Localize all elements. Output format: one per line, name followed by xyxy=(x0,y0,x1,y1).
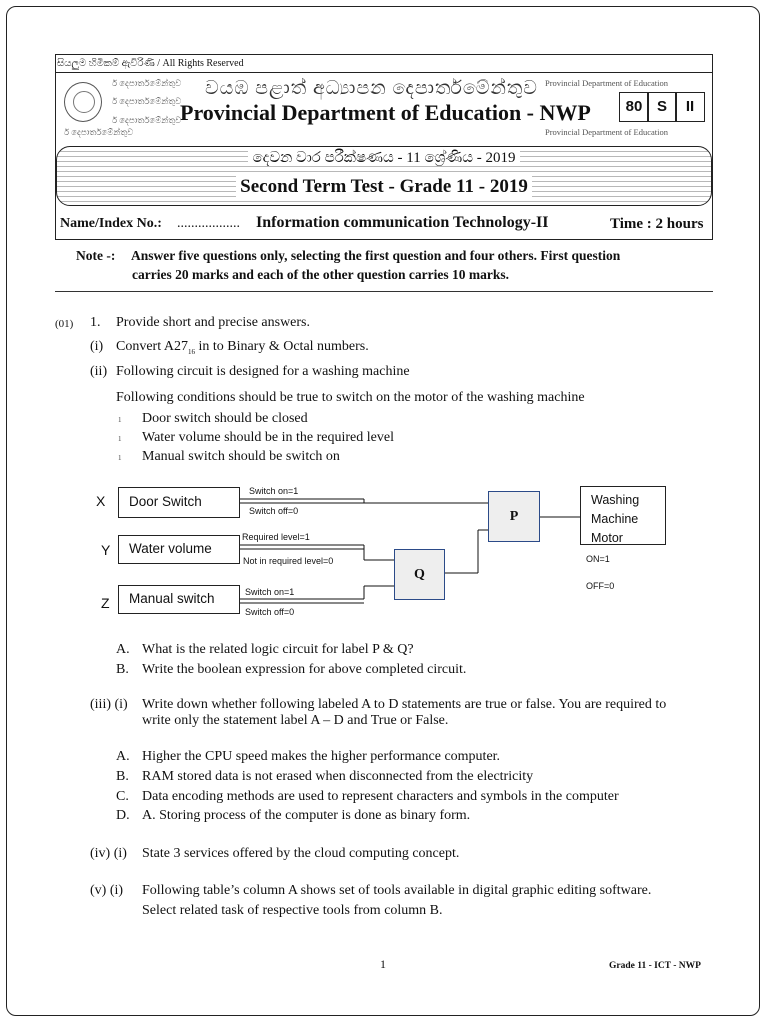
bullet-icon: 1 xyxy=(118,416,122,424)
dept-title-si: වයඹ පළාත් අධ්‍යාපන දෙපාර්තමේන්තුව xyxy=(205,78,538,99)
q1-i-text: Convert $A27_{16}$ in to Binary & Octal numbers. xyxy=(116,339,369,356)
bullet-icon: 1 xyxy=(118,454,122,462)
iii-text-1: Write down whether following labeled A to D statements are true or false. You are required to xyxy=(142,697,667,712)
motor-line-2: Machine xyxy=(591,512,639,526)
condition-item: Door switch should be closed xyxy=(142,411,308,426)
door-off-label: Switch off=0 xyxy=(249,506,299,516)
door-on-label: Switch on=1 xyxy=(249,486,299,496)
label-x: X xyxy=(96,493,106,509)
faint-line-si: ර් දෙපාර්තමේන්තුව xyxy=(112,78,182,88)
statement-text: RAM stored data is not erased when disconnected from the electricity xyxy=(142,769,534,784)
q1-intro: Provide short and precise answers. xyxy=(116,315,311,330)
iv-text: State 3 services offered by the cloud computing concept. xyxy=(142,846,460,861)
label-y: Y xyxy=(101,542,111,558)
manual-switch-box: Manual switch xyxy=(118,585,240,614)
faint-line-en: Provincial Department of Education xyxy=(545,78,668,88)
note-line-1: Answer five questions only, selecting the first question and four others. First question xyxy=(131,248,621,263)
faint-line-si: ර් දෙපාර්තමේන්තුව xyxy=(64,127,134,137)
q1-ii-label: (ii) xyxy=(90,364,108,379)
footer-label: Grade 11 - ICT - NWP xyxy=(609,961,701,971)
q1-ii-text: Following circuit is designed for a washing machine xyxy=(116,364,410,379)
bullet-icon: 1 xyxy=(118,435,122,443)
off-label: OFF=0 xyxy=(586,581,615,591)
test-title-en: Second Term Test - Grade 11 - 2019 xyxy=(0,176,768,198)
page-number: 1 xyxy=(380,957,386,971)
rights-text: සියලුම හිමිකම් ඇවිරිණි / All Rights Reserved xyxy=(57,58,244,69)
water-required-label: Required level=1 xyxy=(242,532,310,542)
motor-line-3: Motor xyxy=(591,531,623,545)
water-not-required-label: Not in required level=0 xyxy=(243,556,334,566)
v-label: (v) (i) xyxy=(90,883,124,898)
faint-line-si: ර් දෙපාර්තමේන්තුව xyxy=(112,96,182,106)
test-title-si: දෙවන වාර පරීක්ෂණය - 11 ශ්‍රේණිය - 2019 xyxy=(0,149,768,167)
v-text-1: Following table’s column A shows set of tools available in digital graphic editing software. xyxy=(142,883,652,898)
statement-label: C. xyxy=(116,789,129,804)
ii-q-label: B. xyxy=(116,662,129,677)
ii-q-text: Write the boolean expression for above completed circuit. xyxy=(142,662,467,677)
name-label: Name/Index No.: xyxy=(60,216,162,231)
code-box-2: S xyxy=(647,92,677,122)
statement-label: A. xyxy=(116,749,130,764)
condition-item: Water volume should be in the required level xyxy=(142,430,394,445)
motor-line-1: Washing xyxy=(591,493,640,507)
code-box-1: 80 xyxy=(619,92,649,122)
washing-motor-box xyxy=(580,486,666,545)
on-label: ON=1 xyxy=(586,554,610,564)
conditions-intro: Following conditions should be true to switch on the motor of the washing machine xyxy=(116,390,585,405)
gate-p: P xyxy=(488,491,540,542)
subject-title: Information communication Technology-II xyxy=(256,214,549,231)
faint-line-si: ර් දෙපාර්තමේන්තුව xyxy=(112,115,182,125)
note-line-2: carries 20 marks and each of the other question carries 10 marks. xyxy=(132,267,509,282)
statement-text: A. Storing process of the computer is done as binary form. xyxy=(142,808,471,823)
ii-q-text: What is the related logic circuit for label P & Q? xyxy=(142,642,414,657)
q1-intro-num: 1. xyxy=(90,315,101,330)
faint-line-en: Provincial Department of Education xyxy=(545,127,668,137)
statement-label: D. xyxy=(116,808,130,823)
iii-text-2: write only the statement label A – D and True or False. xyxy=(142,713,449,728)
time-label: Time : 2 hours xyxy=(610,216,704,232)
water-volume-box: Water volume xyxy=(118,535,240,564)
label-z: Z xyxy=(101,595,110,611)
question-number: (01) xyxy=(55,318,74,330)
manual-off-label: Switch off=0 xyxy=(245,607,295,617)
name-dots: .................. xyxy=(177,216,240,231)
q1-i-label: (i) xyxy=(90,339,104,354)
v-text-2: Select related task of respective tools from column B. xyxy=(142,903,443,918)
statement-text: Higher the CPU speed makes the higher performance computer. xyxy=(142,749,501,764)
condition-item: Manual switch should be switch on xyxy=(142,449,340,464)
manual-on-label: Switch on=1 xyxy=(245,587,295,597)
ii-q-label: A. xyxy=(116,642,130,657)
note-label: Note -: xyxy=(76,248,116,263)
code-box-3: II xyxy=(675,92,705,122)
statement-text: Data encoding methods are used to represent characters and symbols in the computer xyxy=(142,789,619,804)
iv-label: (iv) (i) xyxy=(90,846,127,861)
statement-label: B. xyxy=(116,769,129,784)
dept-title-en: Provincial Department of Education - NWP xyxy=(180,100,591,125)
iii-label: (iii) (i) xyxy=(90,697,128,712)
gate-q: Q xyxy=(394,549,445,600)
door-switch-box: Door Switch xyxy=(118,487,240,518)
